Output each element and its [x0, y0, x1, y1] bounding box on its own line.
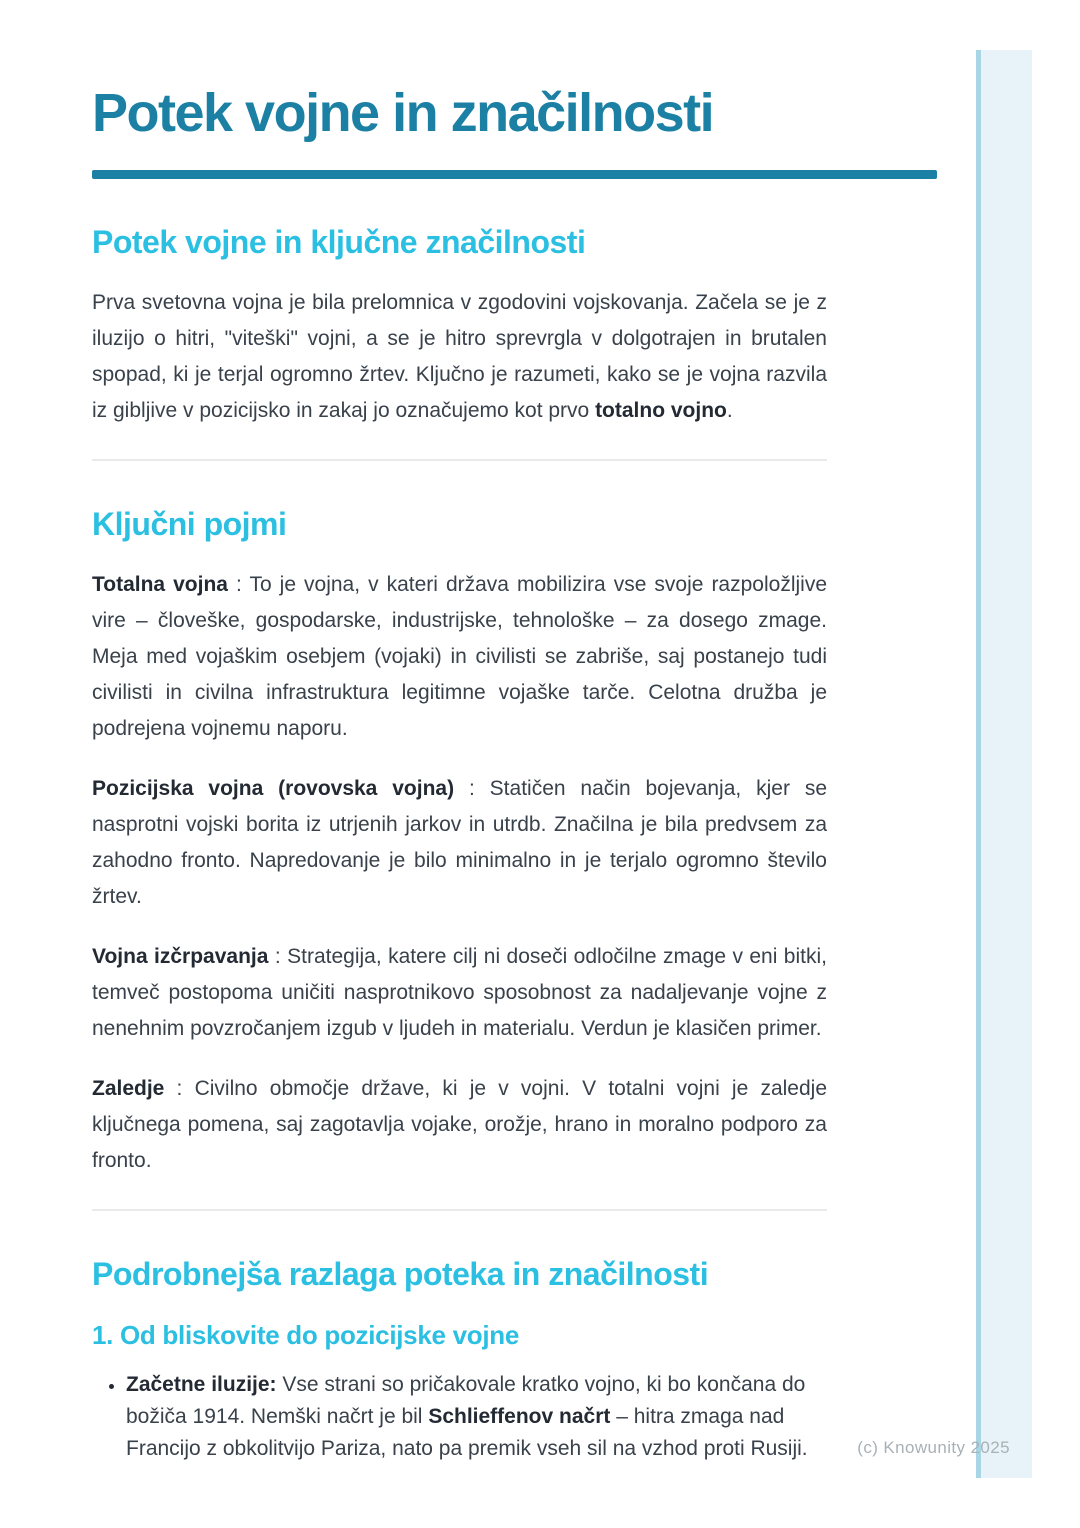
- intro-text-end: .: [726, 399, 733, 422]
- term-text: : Strategija, katere cilj ni doseči odločilne zmage v eni bitki, temveč postopoma uničiti nasprotnikovo sposobnost za nadaljevanje vojne z nenehnim povzročanjem izgub v ljudeh in materialu. Verdun je klasičen primer.: [92, 945, 827, 1040]
- section-heading-potek-vojne: Potek vojne in ključne značilnosti: [92, 224, 586, 260]
- term-definition-zaledje: [92, 1071, 827, 1179]
- term-label: Totalna vojna: [92, 573, 228, 596]
- term-label: Vojna izčrpavanja: [92, 945, 269, 968]
- section-divider: [92, 459, 827, 461]
- term-definition-pozicijska-vojna: [92, 771, 827, 915]
- copyright-text: (c) Knowunity 2025: [857, 1438, 1010, 1457]
- term-label: Pozicijska vojna (rovovska vojna): [92, 777, 455, 800]
- section-heading-podrobnejsa-razlaga: Podrobnejša razlaga poteka in značilnosti: [92, 1256, 709, 1292]
- section-divider: [92, 1209, 827, 1211]
- title-underline: [92, 170, 937, 179]
- term-text: : Statičen način bojevanja, kjer se nasprotni vojski borita iz utrjenih jarkov in utrdb. Značilna je bila predvsem za zahodno fronto. Napredovanje je bilo minimalno in je terjalo ogromno število žrtev.: [92, 777, 828, 908]
- bullet-text: Vse strani so pričakovale kratko vojno, ki bo končana do božiča 1914. Nemški načrt je bil: [126, 1373, 806, 1428]
- document-content: [92, 0, 937, 1465]
- term-text: : Civilno območje države, ki je v vojni. V totalni vojni je zaledje ključnega pomena, saj zagotavlja vojake, orožje, hrano in moralno podporo za fronto.: [92, 1077, 827, 1172]
- intro-paragraph: [92, 285, 827, 429]
- sub-heading-od-bliskovite: 1. Od bliskovite do pozicijske vojne: [92, 1320, 519, 1350]
- bullet-bold-schlieffenov-nacrt: Schlieffenov načrt: [428, 1405, 611, 1428]
- term-definition-totalna-vojna: [92, 567, 827, 747]
- term-text: : To je vojna, v kateri država mobilizira vse svoje razpoložljive vire – človeške, gospodarske, industrijske, tehnološke – za dosego zmage. Meja med vojaškim osebjem (vojaki) in civilisti se zabriše, saj postanejo tudi civilisti in civilna infrastruktura legitimne vojaške tarče. Celotna družba je podrejena vojnemu naporu.: [92, 573, 827, 740]
- section-heading-kljucni-pojmi: Ključni pojmi: [92, 506, 287, 542]
- bullet-text-end: – hitra zmaga nad Francijo z obkolitvijo Pariza, nato pa premik vseh sil na vzhod proti Rusiji.: [126, 1405, 808, 1460]
- right-accent-bar: [976, 50, 1032, 1478]
- intro-bold-totalna-vojna: totalno vojno: [595, 399, 727, 422]
- term-label: Zaledje: [92, 1077, 165, 1100]
- page-title: Potek vojne in značilnosti: [92, 83, 714, 143]
- bullet-lead: Začetne iluzije:: [126, 1373, 277, 1396]
- term-definition-vojna-izcrpavanja: [92, 939, 827, 1047]
- intro-text: Prva svetovna vojna je bila prelomnica v zgodovini vojskovanja. Začela se je z iluzijo o hitri, "viteški" vojni, a se je hitro sprevrgla v dolgotrajen in brutalen spopad, ki je terjal ogromno žrtev. Ključno je razumeti, kako se je vojna razvila iz gibljive v pozicijsko in zakaj jo označujemo kot prvo: [92, 291, 827, 422]
